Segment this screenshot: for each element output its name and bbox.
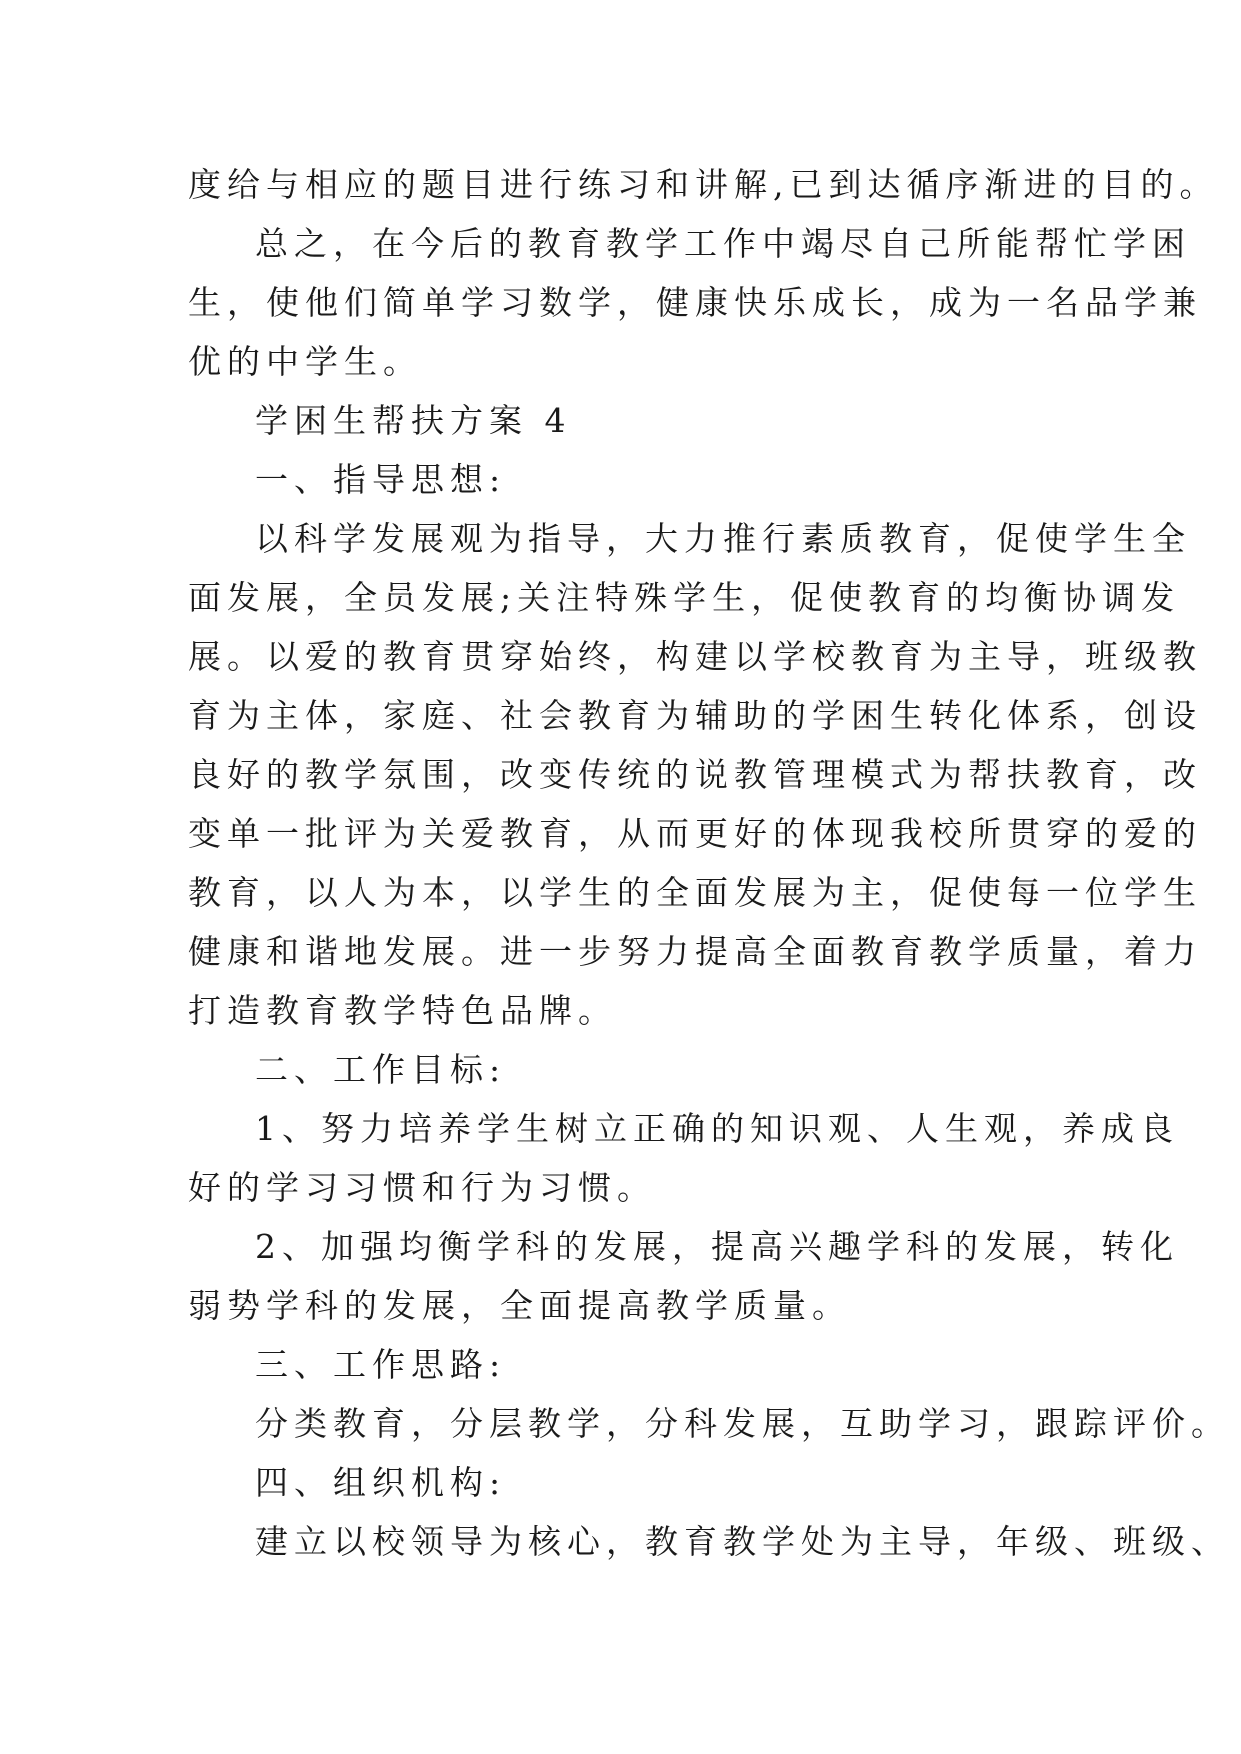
text-line: 变单一批评为关爱教育，从而更好的体现我校所贯穿的爱的 — [188, 814, 1202, 853]
text-line: 1、努力培养学生树立正确的知识观、人生观，养成良 — [255, 1109, 1179, 1148]
text-line: 好的学习习惯和行为习惯。 — [188, 1168, 656, 1207]
text-line: 建立以校领导为核心，教育教学处为主导，年级、班级、 — [255, 1522, 1230, 1561]
text-line: 2、加强均衡学科的发展，提高兴趣学科的发展，转化 — [255, 1227, 1179, 1266]
heading-organization: 四、组织机构: — [255, 1463, 507, 1502]
heading-work-goals: 二、工作目标: — [255, 1050, 507, 1089]
text-line: 度给与相应的题目进行练习和讲解,已到达循序渐进的目的。 — [188, 165, 1219, 204]
text-line: 以科学发展观为指导，大力推行素质教育，促使学生全 — [255, 519, 1191, 558]
text-line: 打造教育教学特色品牌。 — [188, 991, 617, 1030]
text-line: 面发展，全员发展;关注特殊学生，促使教育的均衡协调发 — [188, 578, 1181, 617]
section-title: 学困生帮扶方案 4 — [255, 401, 572, 440]
text-line: 分类教育，分层教学，分科发展，互助学习，跟踪评价。 — [255, 1404, 1230, 1443]
text-line: 教育，以人为本，以学生的全面发展为主，促使每一位学生 — [188, 873, 1202, 912]
text-line: 展。以爱的教育贯穿始终，构建以学校教育为主导，班级教 — [188, 637, 1202, 676]
text-line: 优的中学生。 — [188, 342, 422, 381]
heading-guiding-ideology: 一、指导思想: — [255, 460, 507, 499]
text-line: 健康和谐地发展。进一步努力提高全面教育教学质量，着力 — [188, 932, 1202, 971]
text-line: 总之，在今后的教育教学工作中竭尽自己所能帮忙学困 — [255, 224, 1191, 263]
text-line: 弱势学科的发展，全面提高教学质量。 — [188, 1286, 851, 1325]
text-line: 良好的教学氛围，改变传统的说教管理模式为帮扶教育，改 — [188, 755, 1202, 794]
text-line: 生，使他们简单学习数学，健康快乐成长，成为一名品学兼 — [188, 283, 1202, 322]
heading-work-approach: 三、工作思路: — [255, 1345, 507, 1384]
text-line: 育为主体，家庭、社会教育为辅助的学困生转化体系，创设 — [188, 696, 1202, 735]
